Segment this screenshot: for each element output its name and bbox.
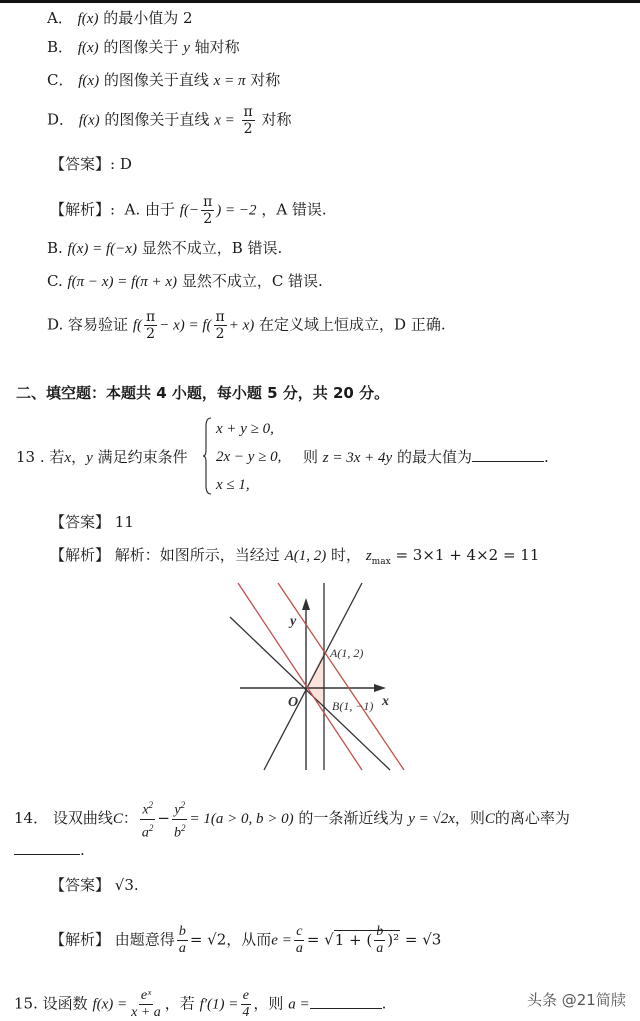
option-label: C． [47, 71, 74, 89]
expr: = √3 [404, 930, 442, 949]
text: 则 [303, 448, 319, 466]
expr: f( [132, 317, 143, 334]
denominator: 2 [215, 326, 225, 342]
option-text: 的图像关于直线 [104, 110, 210, 129]
subscript: max [371, 557, 391, 567]
expr: f(x) = f(−x) [67, 241, 137, 257]
q14-blank-line [14, 840, 85, 860]
option-text: 的图像关于直线 [103, 71, 209, 89]
period: . [80, 841, 85, 859]
equation: x = π [213, 73, 246, 89]
text: 容易验证 [68, 315, 129, 334]
text: 1 + ( [334, 930, 373, 949]
z-var: z [365, 548, 372, 564]
numerator: e [242, 988, 250, 1003]
section-title: 二、填空题：本题共 4 小题，每小题 5 分，共 20 分。 [16, 384, 390, 402]
text: 由题意得 [114, 930, 175, 949]
asymptote-expr: y = √2x [408, 811, 455, 828]
question-number: 14． [14, 809, 49, 828]
point-a: A(1, 2) [284, 548, 327, 564]
text: 设双曲线 [52, 809, 113, 828]
option-text: 轴对称 [194, 38, 240, 56]
y-axis-arrow-icon [302, 598, 310, 610]
denominator: 2 [243, 121, 253, 137]
option-a [47, 8, 193, 29]
text: ，若 [164, 994, 195, 1013]
e-var: e = [271, 932, 292, 949]
text: )² [387, 930, 400, 949]
var-x: x [64, 450, 72, 466]
item-label: C. [47, 272, 63, 290]
question-number: 13 . [16, 448, 45, 466]
fraction [242, 104, 255, 137]
denominator: a [178, 941, 186, 956]
top-border [0, 0, 640, 3]
text: 在定义域上恒成立，D 正确. [259, 315, 446, 334]
q14-answer [50, 875, 139, 895]
analysis-tag: 【解析】: [50, 200, 116, 219]
numerator: c [296, 924, 303, 939]
q13-objective [303, 447, 549, 468]
sqrt-expr: √1 + ( $\frac{b}{a}$ )² [324, 924, 400, 956]
numerator: π [203, 194, 213, 210]
text: 的一条渐近线为 [298, 809, 404, 828]
q13-stem [16, 447, 188, 468]
answer-blank[interactable] [14, 840, 80, 855]
constraint-1: x + y ≥ 0, [216, 421, 274, 437]
q13-answer [50, 512, 134, 532]
text: ，从而 [226, 930, 272, 949]
q13-analysis [50, 545, 539, 572]
period: . [133, 876, 139, 894]
analysis-tag: 【解析】 [50, 930, 111, 949]
expr: ) = −2 [216, 202, 257, 219]
fraction [140, 797, 156, 841]
y-axis-label: y [290, 614, 297, 629]
radicand [334, 924, 400, 956]
period: . [544, 448, 549, 466]
question-number: 15. [14, 994, 38, 1013]
q14-analysis [50, 924, 441, 957]
answer-tag: 【答案】 [50, 876, 111, 894]
expr: = √2 [189, 930, 227, 949]
fraction [177, 924, 188, 957]
numerator: b [178, 924, 186, 939]
watermark: 头条 @21简牍 [527, 991, 626, 1009]
fraction [144, 309, 157, 342]
item-label: D. [47, 315, 64, 334]
item-label: B. [47, 239, 63, 257]
analysis-tag: 【解析】 [50, 546, 111, 564]
numerator: b [376, 924, 384, 939]
text: 解析：如图所示，当经过 [114, 546, 280, 564]
expr: f(π − x) = f(π + x) [67, 274, 178, 290]
q14-stem: 14． 设双曲线C： $\frac{x^2}{a^2}$ − $\frac{y^2}{b^2}$ = 1(a > 0, b > 0) 的一条渐近线为 y = √2x，则C的离心率为 [14, 797, 570, 841]
var-y: y [86, 450, 93, 466]
point-b-label: B(1, −1) [332, 699, 374, 713]
numerator: eˣ [140, 988, 152, 1003]
numerator: π [146, 309, 156, 325]
line-x-plus-y [230, 617, 390, 770]
func-expr: f(x) = [92, 996, 128, 1013]
answer-value: D [119, 155, 132, 173]
text: 由于 [145, 200, 176, 219]
fraction [294, 924, 305, 957]
fraction [201, 194, 214, 227]
denominator: $b^2$ [174, 822, 186, 841]
func-expr: f(x) [78, 73, 100, 89]
text: 的离心率为 [494, 809, 570, 828]
expr: + x) [228, 317, 255, 334]
option-b [47, 37, 240, 58]
text: 显然不成立，C 错误. [181, 272, 323, 290]
feasible-region-graph [220, 575, 420, 775]
denominator: a [376, 941, 384, 956]
text: ，A 错误. [261, 200, 327, 219]
answer-tag: 【答案】 [50, 513, 111, 531]
var-c: C [484, 811, 495, 828]
derivative-expr: f′(1) = [199, 996, 239, 1013]
a-var: a = [288, 996, 310, 1013]
func-expr: f(x) [78, 112, 100, 129]
option-d [47, 104, 292, 137]
text: ，则 [454, 809, 485, 828]
text: ，则 [253, 994, 284, 1013]
origin-label: O [288, 695, 299, 710]
option-c [47, 70, 280, 91]
expr: = 3×1 + 4×2 = 11 [395, 546, 540, 564]
item-label: A. [124, 200, 141, 219]
numerator: π [215, 309, 225, 325]
text: 满足约束条件 [97, 448, 188, 466]
fraction [172, 797, 188, 841]
denominator: $a^2$ [141, 822, 154, 841]
var-y: y [183, 40, 190, 56]
option-text: 的最小值为 2 [103, 9, 193, 27]
colon: ： [122, 809, 138, 828]
func-expr: f(x) [77, 11, 99, 27]
denominator: a [295, 941, 303, 956]
numerator: $y^2$ [172, 797, 187, 820]
text: 显然不成立，B 错误. [141, 239, 283, 257]
answer-value: 11 [114, 513, 134, 531]
answer-blank[interactable] [472, 447, 544, 462]
expr: f(− [179, 202, 200, 219]
line-objective-0 [238, 583, 362, 770]
q12-analysis-d [47, 309, 446, 342]
fraction [240, 988, 251, 1021]
objective-expr: z = 3x + 4y [322, 450, 393, 466]
answer-tag: 【答案】 [50, 155, 111, 173]
fraction [129, 988, 163, 1021]
separator: ， [71, 448, 87, 466]
denominator: 4 [242, 1005, 250, 1020]
denominator: 2 [203, 211, 213, 227]
point-a-label: A(1, 2) [330, 646, 364, 660]
q12-analysis-a [50, 194, 327, 227]
option-text: 对称 [261, 110, 292, 129]
q12-analysis-c [47, 271, 323, 292]
constraint-3: x ≤ 1, [216, 477, 250, 493]
brace-icon [203, 416, 213, 496]
func-expr: f(x) [77, 40, 99, 56]
fraction [374, 924, 385, 957]
denominator: x + a [131, 1005, 161, 1020]
expr: − x) = f( [159, 317, 212, 334]
q12-answer [50, 154, 132, 174]
q15-stem [14, 988, 386, 1021]
equation-rhs: = 1(a > 0, b > 0) [189, 811, 294, 828]
text: 若 [49, 448, 65, 466]
fraction [214, 309, 227, 342]
answer-blank[interactable] [310, 994, 382, 1009]
option-label: B． [47, 38, 74, 56]
constraint-2: 2x − y ≥ 0, [216, 449, 282, 465]
answer-value: √3 [114, 876, 134, 894]
period: . [381, 994, 387, 1013]
denominator: 2 [146, 326, 156, 342]
equals: = [306, 930, 320, 949]
x-axis-arrow-icon [374, 684, 386, 692]
text: 设函数 [42, 994, 88, 1013]
option-label: A． [47, 9, 73, 27]
q12-analysis-b [47, 238, 282, 259]
option-text: 对称 [250, 71, 281, 89]
equation: x = [214, 112, 235, 129]
text: 的最大值为 [396, 448, 472, 466]
numerator: $x^2$ [140, 797, 155, 820]
text: 时， [331, 546, 362, 564]
var-c: C [112, 811, 123, 828]
line-objective-max [278, 583, 404, 770]
separator: : [110, 155, 116, 173]
option-label: D． [47, 110, 75, 129]
x-axis-label: x [382, 694, 389, 709]
line-2x-minus-y [264, 583, 362, 770]
option-text: 的图像关于 [103, 38, 179, 56]
numerator: π [243, 104, 253, 120]
